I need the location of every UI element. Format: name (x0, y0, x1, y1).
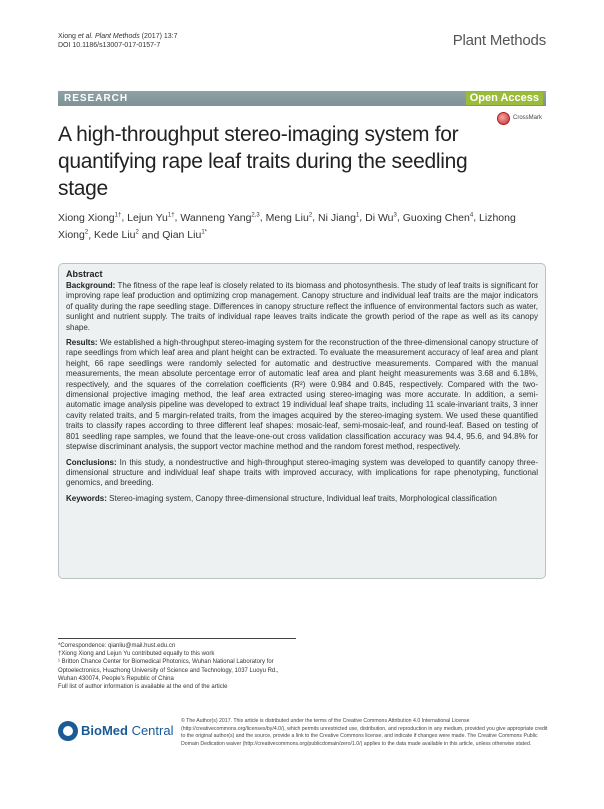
abstract-background (66, 281, 538, 333)
journal-name: Plant Methods (452, 32, 546, 49)
author-affiliation-sup: 2,3 (251, 212, 260, 218)
publisher-name (81, 723, 173, 738)
publisher-name-light: Central (127, 723, 174, 738)
author-info-note: Full list of author information is available at the end of the article (58, 684, 228, 691)
author-affiliation-sup: 2 (84, 229, 89, 236)
citation-journal: et al. Plant Methods (77, 33, 140, 40)
author-name-text: Di Wu (365, 211, 394, 224)
author-affiliation-sup: 1† (114, 212, 122, 218)
author-name-text: Ni Jiang (318, 211, 356, 224)
abstract-heading: Abstract (66, 269, 103, 279)
author-name-text: Meng Liu (265, 211, 309, 224)
author-name[interactable] (403, 212, 473, 224)
author-name-text: Wanneng Yang (180, 211, 252, 224)
author-name[interactable] (365, 212, 397, 224)
abstract-box (58, 263, 546, 579)
footnote-divider (58, 638, 296, 639)
author-name[interactable] (180, 212, 259, 224)
abstract-results (66, 338, 538, 452)
biomed-central-icon (58, 721, 78, 741)
author-name[interactable] (162, 229, 207, 241)
section-banner (58, 91, 546, 106)
article-title: A high-throughput stereo-imaging system for quantifying rape leaf traits during the seedling stage (58, 123, 468, 200)
author-name-text: Guoxing Chen (402, 211, 470, 224)
article-citation (58, 32, 177, 50)
author-name[interactable] (127, 212, 174, 224)
author-affiliation-sup: 3 (393, 212, 397, 218)
footnotes (58, 642, 298, 691)
author-affiliation-sup: 2 (135, 229, 139, 236)
author-affiliation-sup: 1† (167, 212, 175, 218)
author-name[interactable] (318, 212, 359, 224)
author-name-text: Kede Liu (94, 229, 136, 241)
abstract-section-text: Stereo-imaging system, Canopy three-dimensional structure, Individual leaf traits, Morphological classification (109, 493, 497, 503)
section-label: RESEARCH (64, 93, 129, 104)
abstract-section-label: Results: (66, 338, 98, 348)
crossmark-label: CrossMark (513, 115, 543, 121)
author-name[interactable] (58, 212, 121, 224)
author-affiliation-sup: 4 (469, 212, 474, 218)
author-name-text: Xiong Xiong (58, 211, 115, 224)
publisher-name-bold: BioMed (81, 723, 128, 738)
doi-line[interactable]: DOI 10.1186/s13007-017-0157-7 (58, 42, 161, 49)
author-name-text: Qian Liu (162, 229, 202, 241)
author-affiliation-sup: 1 (355, 212, 360, 218)
author-affiliation-sup: 1* (201, 229, 207, 236)
author-list: Xiong Xiong$^{1\dagger}$, Lejun $Yu^{1\dagger}$, Wanneng Yang$^{2,3}$, Meng Liu$^2$, Ni Jiang$^1$, Di Wu$^3$, Guoxing Chen$^4$, Lizhong Xiong$^2$, Kede Liu$^2$ and Qian Liu$^{1*}$ (58, 211, 516, 241)
author-name-text: Lejun Yu (127, 211, 168, 224)
citation-authors: Xiong (58, 33, 78, 40)
affiliation-note: ¹ Britton Chance Center for Biomedical Photonics, Wuhan National Laboratory for Optoelectronics, Huazhong University of Science and Technology, 1037 Luoyu Rd., Wuhan 430074, People's Republic of China (58, 659, 279, 682)
abstract-section-label: Conclusions: (66, 457, 117, 467)
abstract-section-label: Keywords: (66, 493, 107, 503)
author-name[interactable] (266, 212, 313, 224)
open-access-badge: Open Access (466, 92, 543, 105)
citation-volume: (2017) 13:7 (139, 33, 178, 40)
crossmark-badge[interactable] (497, 110, 547, 132)
abstract-section-text: The fitness of the rape leaf is closely related to its biomass and photosynthesis. The study of leaf traits is significant for improving rape leaf production and optimizing crop management. Canopy structure and individual leaf traits are the major indicators of quality during the rape seedling stage. Differences in canopy structure reflect the influence of environmental factors such as water, sunlight and nutrient supply. The traits of individual rape leaves traits indicate the growth period of the rape as well as its canopy shape. (66, 281, 539, 332)
license-text: © The Author(s) 2017. This article is distributed under the terms of the Creative Commons Attribution 4.0 International License (http://creativecommons.org/licenses/by/4.0/), which permits unrestricted use, distribution, and reproduction in any medium, provided you give appropriate credit to the original author(s) and the source, provide a link to the Creative Commons license, and indicate if changes were made. The Creative Commons Public Domain Dedication waiver (http://creativecommons.org/publicdomain/zero/1.0/) applies to the data made available in this article, unless otherwise stated. (181, 718, 548, 747)
citation-line (58, 32, 177, 41)
crossmark-icon (497, 112, 510, 125)
abstract-section-label: Background: (66, 281, 116, 290)
author-affiliation-sup: 2 (308, 212, 313, 218)
abstract-section-text: We established a high-throughput stereo-imaging system for the reconstruction of the three-dimensional canopy structure of rape seedlings from which leaf area and plant height can be extracted. To evaluate the measurement accuracy of leaf area and plant height, 66 rape seedlings were randomly selected for automatic and destructive measurements. Compared with the manual measurements, the mean absolute percentage error of automatic leaf area and plant height measurements was 3.68 and 6.18%, respectively, and the squares of the correlation coefficients (R²) were 0.984 and 0.845, respectively. Compared with the two-dimensional projective imaging method, the leaf area extracted using stereo-imaging was more accurate. In addition, a semi-automatic image analysis pipeline was developed to extract 19 individual leaf shape traits, including 11 scale-invariant traits, 3 inner cavity related traits, and 5 margin-related traits, from the images acquired by the stereo-imaging system. We used these quantified traits to classify rapes according to three different leaf shapes: mosaic-leaf, semi-mosaic-leaf, and round-leaf. Based on testing of 801 seedling rape samples, we found that the leave-one-out cross validation classification accuracy was 94.4, 95.6, and 94.8% for stepwise discriminant analysis, the support vector machine method and the random forest method, respectively. (66, 338, 538, 452)
biomed-central-logo[interactable] (58, 719, 173, 743)
author-name-text: Lizhong Xiong (58, 211, 516, 241)
abstract-keywords (66, 494, 538, 504)
equal-contribution-note: †Xiong Xiong and Lejun Yu contributed equally to this work (58, 651, 215, 658)
abstract-section-text: In this study, a nondestructive and high-throughput stereo-imaging system was developed to quantify canopy three-dimensional structure and individual leaf shape traits with improved accuracy, with implications for rape phenotyping, functional genomics, and breeding. (66, 457, 538, 488)
author-name[interactable] (94, 229, 139, 241)
correspondence-note[interactable]: *Correspondence: qianliu@mail.hust.edu.cn (58, 643, 176, 649)
abstract-conclusions (66, 458, 538, 489)
